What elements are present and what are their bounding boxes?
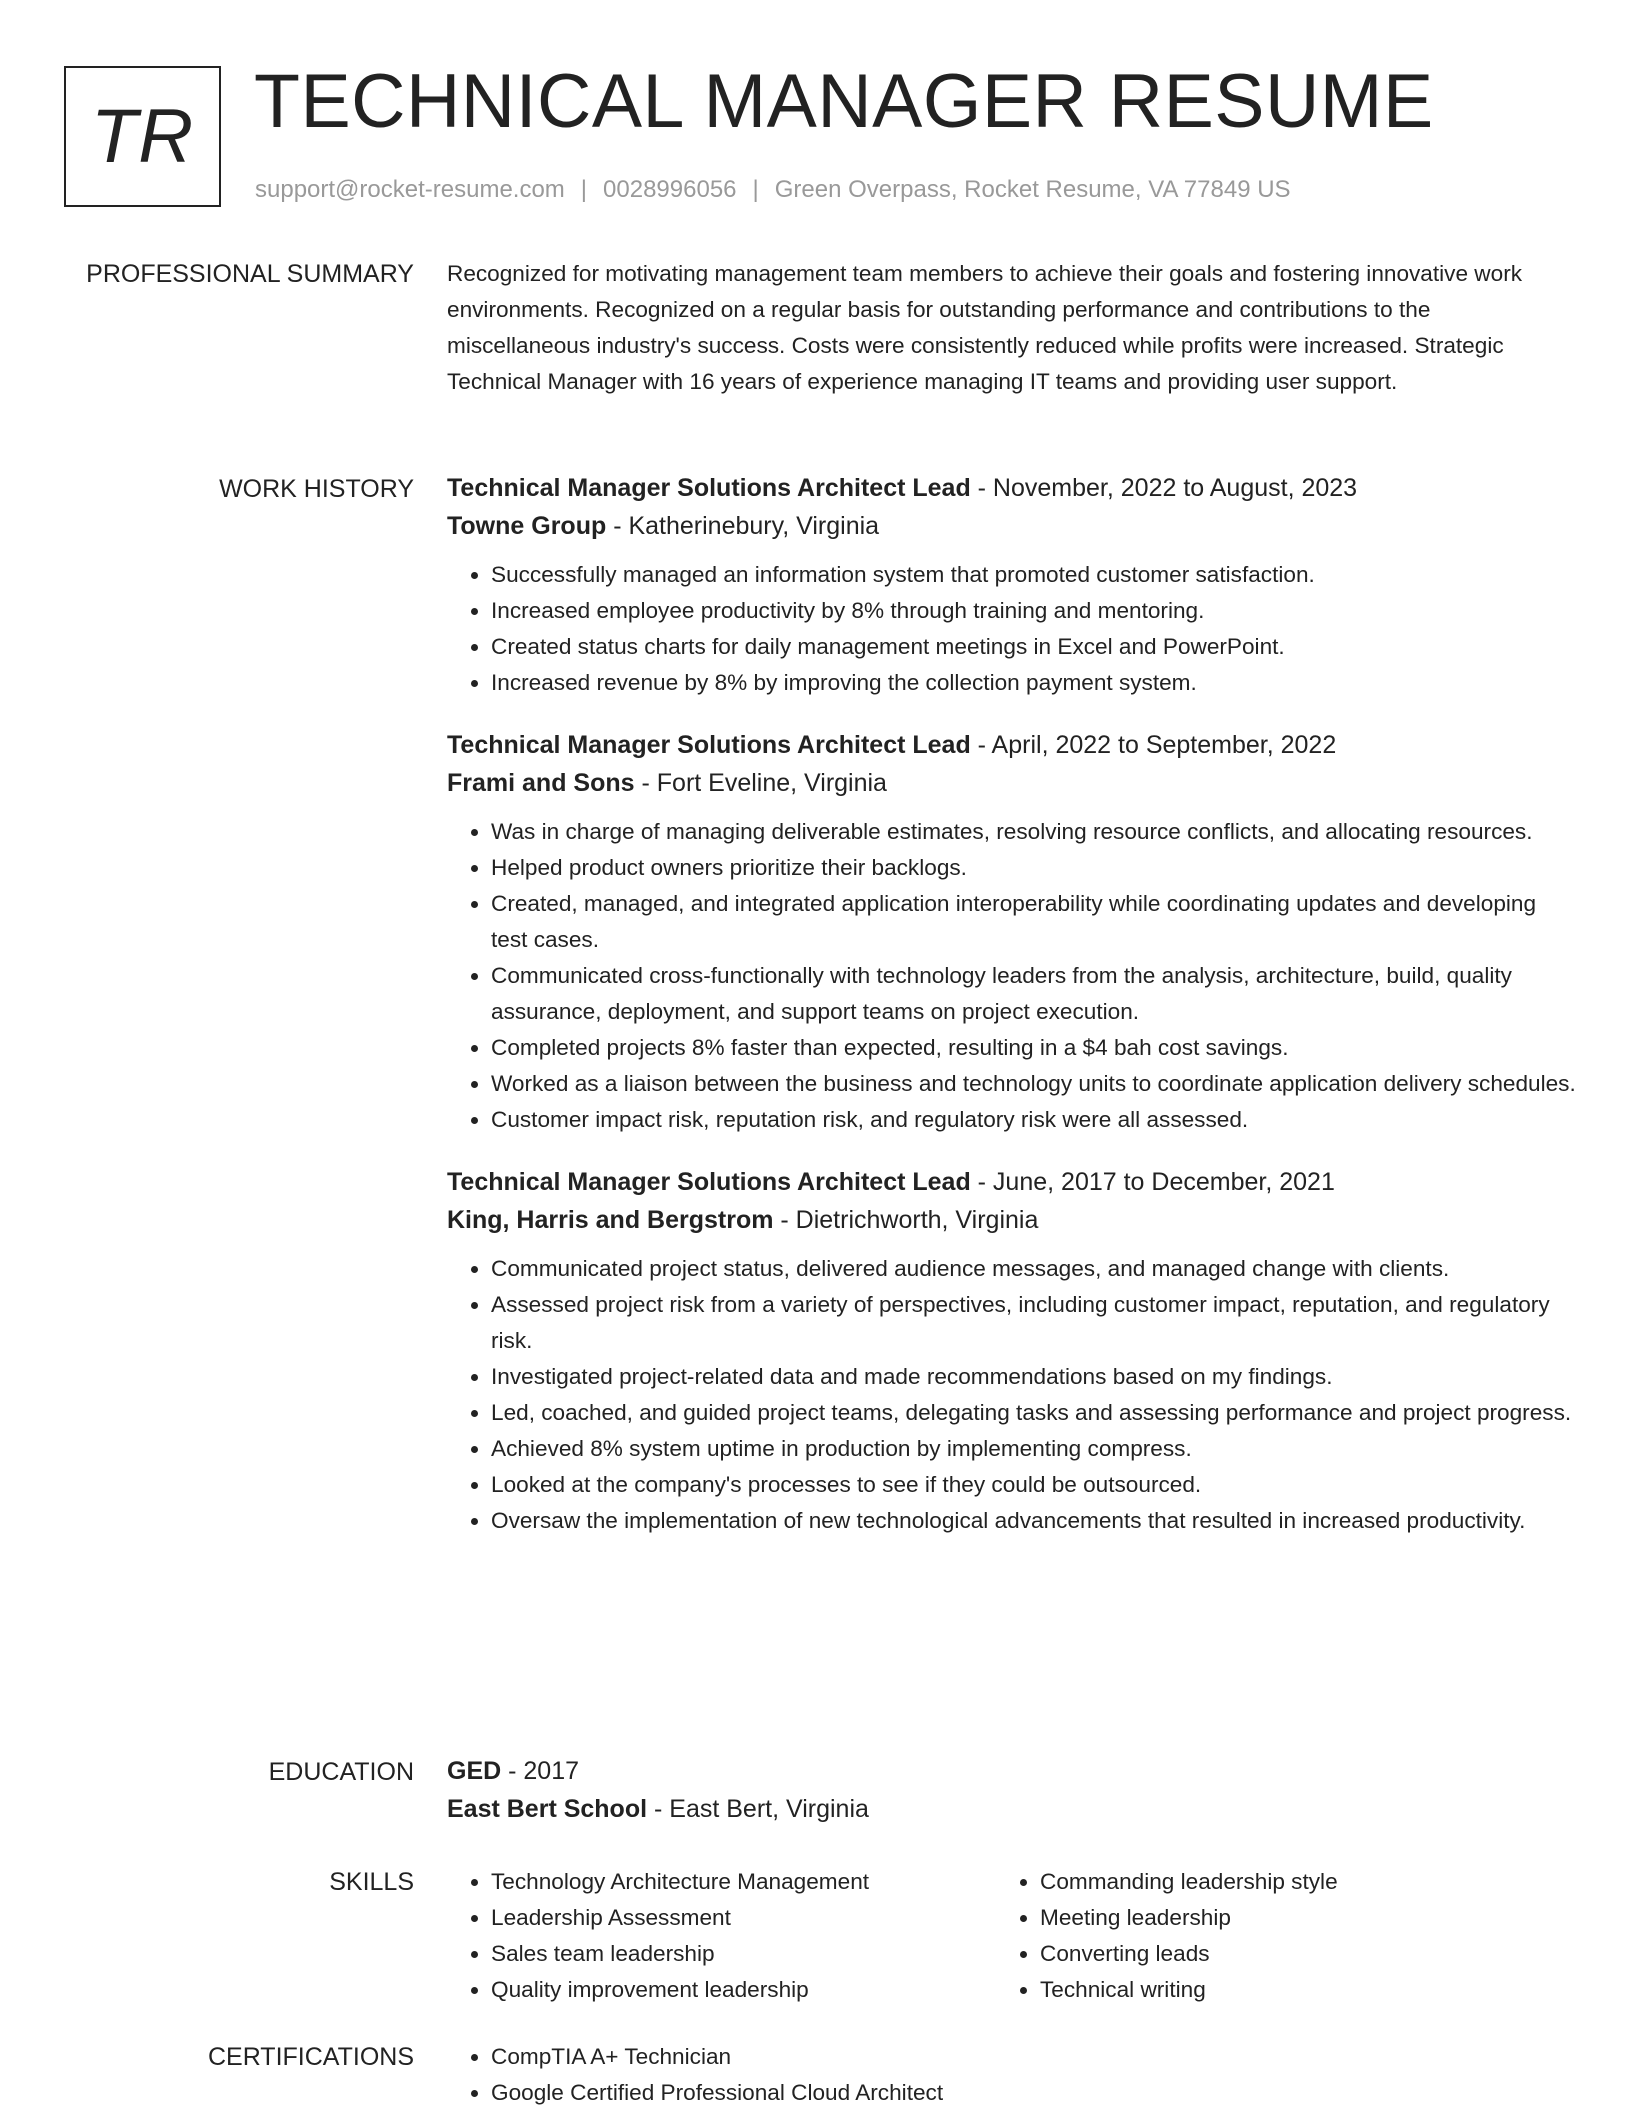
skill-item: • Converting leads <box>1040 1936 1545 1972</box>
job-bullet: • Assessed project risk from a variety of perspectives, including customer impact, reputation, and regulatory risk. <box>491 1287 1577 1359</box>
job-company: Towne Group <box>447 512 607 540</box>
job-bullet: • Customer impact risk, reputation risk, and regulatory risk were all assessed. <box>491 1102 1577 1138</box>
job-bullet: • Worked as a liaison between the business and technology units to coordinate application delivery schedules. <box>491 1066 1577 1102</box>
contact-address: Green Overpass, Rocket Resume, VA 77849 US <box>774 176 1291 203</box>
work-history-body <box>447 469 1577 1564</box>
skills-grid <box>447 1864 1547 2008</box>
education-school: East Bert School <box>447 1795 648 1823</box>
skill-item: • Meeting leadership <box>1040 1900 1545 1936</box>
certifications-body <box>447 2039 1577 2111</box>
job-location: - Fort Eveline, Virginia <box>634 769 887 797</box>
resume-title: TECHNICAL MANAGER RESUME <box>254 59 1434 144</box>
job-entry <box>447 469 1577 701</box>
job-bullet: • Oversaw the implementation of new technological advancements that resulted in increased productivity. <box>491 1503 1577 1539</box>
job-location: - Dietrichworth, Virginia <box>773 1206 1039 1234</box>
summary-text: Recognized for motivating management team members to achieve their goals and fostering innovative work environments. Recognized on a regular basis for outstanding performance and contributions to the miscellaneous industry's success. Costs were consistently reduced while profits were increased. Strategic Technical Manager with 16 years of experience managing IT teams and providing user support. <box>447 261 1523 394</box>
job-location: - Katherinebury, Virginia <box>606 512 880 540</box>
skill-item: • Quality improvement leadership <box>491 1972 996 2008</box>
job-company-line <box>447 764 1577 802</box>
job-dates: - June, 2017 to December, 2021 <box>970 1168 1335 1196</box>
job-bullet: • Completed projects 8% faster than expected, resulting in a $4 bah cost savings. <box>491 1030 1577 1066</box>
education-degree-line <box>447 1752 1577 1790</box>
education-location: - East Bert, Virginia <box>647 1795 869 1823</box>
skills-body <box>447 1864 1577 2008</box>
job-bullet: • Led, coached, and guided project teams, delegating tasks and assessing performance and project progress. <box>491 1395 1577 1431</box>
contact-line <box>255 176 1291 204</box>
job-bullet: • Created, managed, and integrated application interoperability while coordinating updates and developing test cases. <box>491 886 1577 958</box>
education-school-line <box>447 1790 1577 1828</box>
section-label-education: EDUCATION <box>268 1758 414 1786</box>
job-bullets <box>447 1251 1577 1539</box>
job-bullet: • Successfully managed an information system that promoted customer satisfaction. <box>491 557 1577 593</box>
skill-item: • Leadership Assessment <box>491 1900 996 1936</box>
job-entry <box>447 726 1577 1138</box>
job-company-line <box>447 1201 1577 1239</box>
job-bullet: • Helped product owners prioritize their backlogs. <box>491 850 1577 886</box>
job-title-line <box>447 726 1577 764</box>
monogram-initials: TR <box>90 94 195 179</box>
section-label-certifications: CERTIFICATIONS <box>207 2043 414 2071</box>
contact-phone: 0028996056 <box>603 176 737 203</box>
summary-body <box>447 256 1577 400</box>
skills-column-right <box>996 1864 1545 2008</box>
job-bullet: • Achieved 8% system uptime in production by implementing compress. <box>491 1431 1577 1467</box>
job-bullet: • Communicated cross-functionally with technology leaders from the analysis, architecture, build, quality assurance, deployment, and support teams on project execution. <box>491 958 1577 1030</box>
education-year: - 2017 <box>501 1757 580 1785</box>
job-company-line <box>447 507 1577 545</box>
job-dates: - November, 2022 to August, 2023 <box>970 474 1358 502</box>
skill-item: • Commanding leadership style <box>1040 1864 1545 1900</box>
job-title-line <box>447 469 1577 507</box>
education-degree: GED <box>447 1757 502 1785</box>
job-company: Frami and Sons <box>447 769 635 797</box>
education-body <box>447 1752 1577 1828</box>
job-bullet: • Increased employee productivity by 8% through training and mentoring. <box>491 593 1577 629</box>
contact-separator: | <box>580 176 588 203</box>
section-label-work-history: WORK HISTORY <box>219 475 414 503</box>
job-dates: - April, 2022 to September, 2022 <box>970 731 1337 759</box>
contact-separator: | <box>752 176 759 203</box>
skills-column-left <box>447 1864 996 2008</box>
certification-item: • Google Certified Professional Cloud Architect <box>491 2075 1577 2111</box>
job-bullet: • Was in charge of managing deliverable estimates, resolving resource conflicts, and allocating resources. <box>491 814 1577 850</box>
monogram-logo <box>64 66 221 207</box>
job-company: King, Harris and Bergstrom <box>447 1206 774 1234</box>
job-bullet: • Looked at the company's processes to see if they could be outsourced. <box>491 1467 1577 1503</box>
job-bullet: • Communicated project status, delivered audience messages, and managed change with clients. <box>491 1251 1577 1287</box>
contact-email[interactable]: support@rocket-resume.com <box>255 176 565 203</box>
job-entry <box>447 1163 1577 1539</box>
skill-item: • Sales team leadership <box>491 1936 996 1972</box>
section-label-skills: SKILLS <box>329 1868 414 1896</box>
skill-item: • Technology Architecture Management <box>491 1864 996 1900</box>
job-title: Technical Manager Solutions Architect Lead <box>447 474 971 502</box>
job-bullet: • Investigated project-related data and made recommendations based on my findings. <box>491 1359 1577 1395</box>
job-title: Technical Manager Solutions Architect Lead <box>447 731 971 759</box>
certification-item: • CompTIA A+ Technician <box>491 2039 1577 2075</box>
job-bullets <box>447 814 1577 1138</box>
job-bullet: • Increased revenue by 8% by improving the collection payment system. <box>491 665 1577 701</box>
job-bullet: • Created status charts for daily management meetings in Excel and PowerPoint. <box>491 629 1577 665</box>
certifications-list <box>447 2039 1577 2111</box>
job-bullets <box>447 557 1577 701</box>
section-label-summary: PROFESSIONAL SUMMARY <box>86 260 414 288</box>
skill-item: • Technical writing <box>1040 1972 1545 2008</box>
job-title-line <box>447 1163 1577 1201</box>
job-title: Technical Manager Solutions Architect Lead <box>447 1168 971 1196</box>
